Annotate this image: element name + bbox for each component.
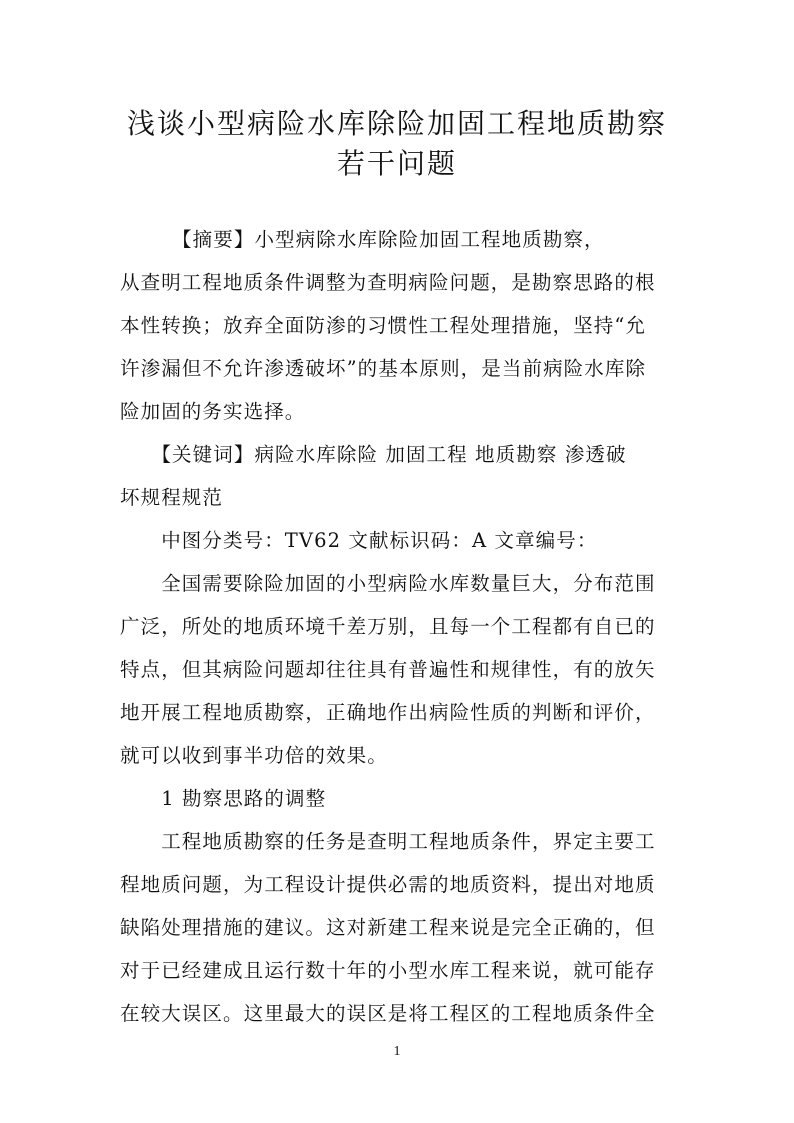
abstract-line: 许渗漏但不允许渗透破坏”的基本原则，是当前病险水库除 bbox=[120, 357, 647, 380]
page-number: 1 bbox=[393, 1044, 401, 1059]
abstract-line: 险加固的务实选择。 bbox=[120, 400, 306, 423]
classification-line: 中图分类号：TV62 文献标识码：A 文章编号： bbox=[120, 529, 598, 552]
section-heading: 1 勘察思路的调整 bbox=[120, 787, 327, 810]
body-line: 广泛，所处的地质环境千差万别，且每一个工程都有自已的 bbox=[120, 615, 656, 638]
body-line: 就可以收到事半功倍的效果。 bbox=[120, 744, 388, 767]
abstract-line: 【摘要】小型病除水库除险加固工程地质勘察， bbox=[120, 228, 605, 251]
body-line: 对于已经建成且运行数十年的小型水库工程来说，就可能存 bbox=[120, 959, 656, 982]
body-line: 在较大误区。这里最大的误区是将工程区的工程地质条件全 bbox=[120, 1002, 656, 1025]
page-title-line-2: 若干问题 bbox=[336, 147, 457, 180]
body-line: 程地质问题，为工程设计提供必需的地质资料，提出对地质 bbox=[120, 873, 656, 896]
keywords-line: 坏规程规范 bbox=[120, 486, 224, 509]
body-line: 地开展工程地质勘察，正确地作出病险性质的判断和评价， bbox=[120, 701, 656, 724]
page-title-line-1: 浅谈小型病险水库除险加固工程地质勘察 bbox=[126, 107, 667, 140]
body-line: 特点，但其病险问题却往往具有普遍性和规律性，有的放矢 bbox=[120, 658, 656, 681]
body-line: 缺陷处理措施的建议。这对新建工程来说是完全正确的，但 bbox=[120, 916, 656, 939]
keywords-line: 【关键词】病险水库除险 加固工程 地质勘察 渗透破 bbox=[120, 443, 627, 466]
body-line: 工程地质勘察的任务是查明工程地质条件，界定主要工 bbox=[120, 830, 656, 853]
abstract-line: 从查明工程地质条件调整为查明病险问题，是勘察思路的根 bbox=[120, 271, 656, 294]
abstract-line: 本性转换；放弃全面防渗的习惯性工程处理措施，坚持“允 bbox=[120, 314, 647, 337]
body-line: 全国需要除险加固的小型病险水库数量巨大，分布范围 bbox=[120, 572, 656, 595]
